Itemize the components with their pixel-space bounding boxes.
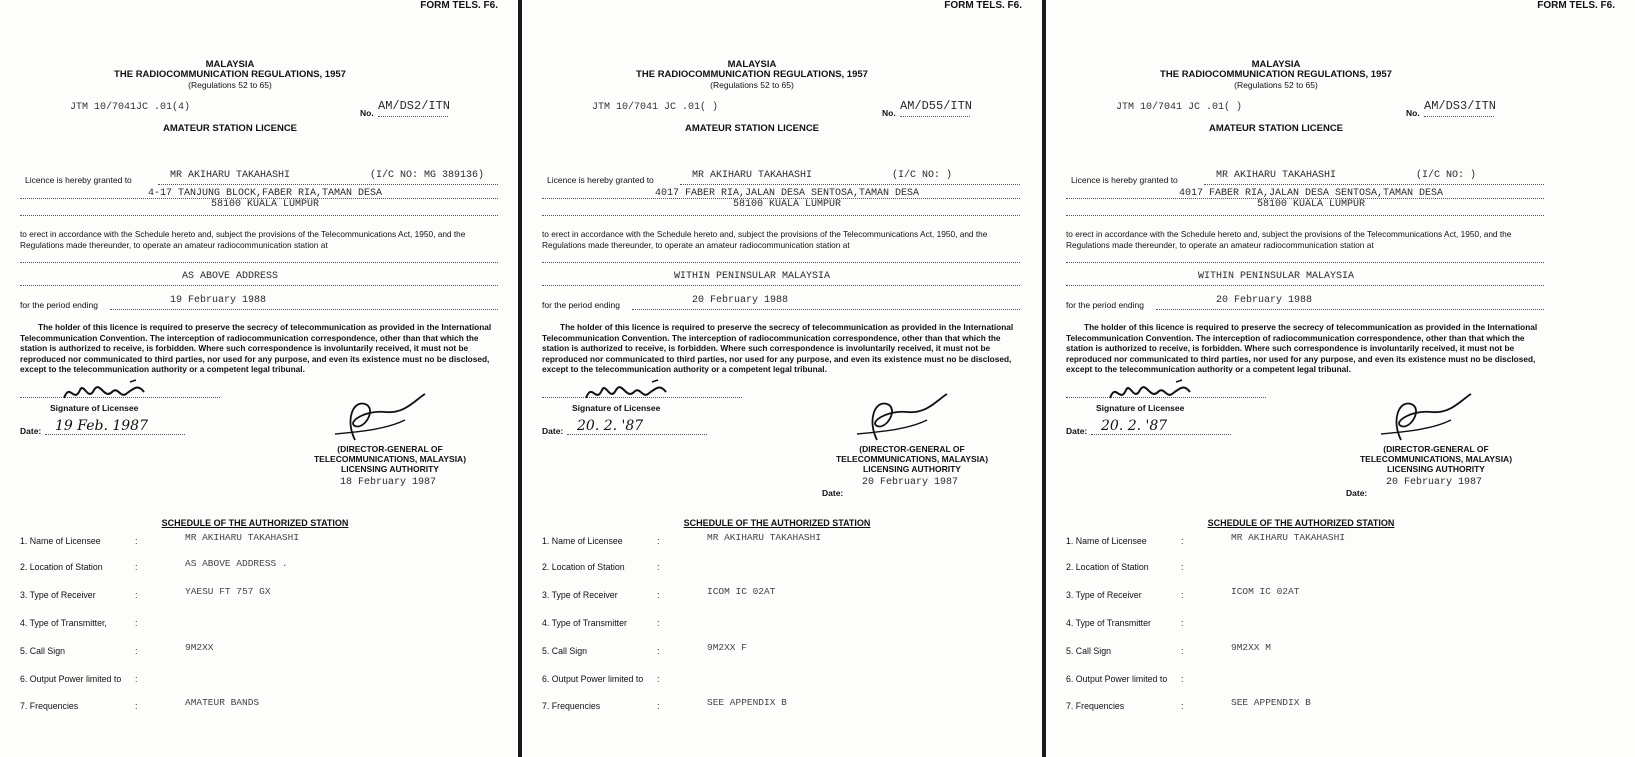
schedule-label: 3. Type of Receiver — [542, 590, 618, 600]
secrecy-clause: The holder of this licence is required to preserve the secrecy of telecommunication as provided in the International Telecommunication Convention. The interception of radiocommunication correspondence, other than that which the station is authorized to receive, is forbidden. Where such correspondence is involuntarily received, it must not be reproduced nor communicated to third parties, nor used for any purpose, and even its existence must no be disclosed, except to the telecommunication authority or a competent legal tribunal. — [542, 322, 1014, 374]
file-reference: JTM 10/7041JC .01(4) — [70, 102, 191, 113]
schedule-label: 7. Frequencies — [1066, 701, 1125, 711]
authority-line-1: (DIRECTOR-GENERAL OF — [337, 444, 443, 454]
licence-title: AMATEUR STATION LICENCE — [684, 123, 820, 134]
schedule-colon: : — [1181, 701, 1184, 711]
licence-document-3 — [1046, 0, 1635, 757]
schedule-colon: : — [657, 646, 660, 656]
schedule-label: 5. Call Sign — [1066, 646, 1111, 656]
schedule-colon: : — [135, 590, 138, 600]
schedule-label: 4. Type of Transmitter — [542, 618, 627, 628]
schedule-title: SCHEDULE OF THE AUTHORIZED STATION — [683, 518, 871, 528]
granted-label: Licence is hereby granted to — [1071, 175, 1178, 185]
regulations-heading: THE RADIOCOMMUNICATION REGULATIONS, 1957 — [114, 69, 346, 80]
director-signature — [325, 390, 435, 445]
licence-no-label: No. — [882, 108, 896, 118]
signature-label: Signature of Licensee — [50, 403, 139, 413]
licensee-date-label: Date: — [542, 426, 564, 436]
licensee-signature — [1106, 376, 1226, 406]
schedule-label: 1. Name of Licensee — [542, 536, 623, 546]
schedule-label: 1. Name of Licensee — [1066, 536, 1147, 546]
erect-clause: to erect in accordance with the Schedule hereto and, subject the provisions of the Telecommunications Act, 1950, and the Regulations made thereunder, to operate an amateur radiocommunication station at — [542, 229, 988, 250]
director-signature — [847, 390, 957, 445]
ic-number: (I/C NO: ) — [892, 170, 953, 181]
schedule-colon: : — [135, 646, 138, 656]
schedule-colon: : — [657, 590, 660, 600]
granted-label: Licence is hereby granted to — [25, 175, 132, 185]
schedule-value: ICOM IC 02AT — [707, 586, 776, 597]
schedule-colon: : — [657, 701, 660, 711]
schedule-value: MR AKIHARU TAKAHASHI — [707, 532, 822, 543]
secrecy-clause: The holder of this licence is required to preserve the secrecy of telecommunication as provided in the International Telecommunication Convention. The interception of radiocommunication correspondence, other than that which the station is authorized to receive, is forbidden. Where such correspondence is involuntarily received, it must not be reproduced nor communicated to third parties, nor used for any purpose, and even its existence must no be disclosed, except to the telecommunication authority or a competent legal tribunal. — [20, 322, 492, 374]
ic-number: (I/C NO: ) — [1416, 170, 1477, 181]
schedule-label: 2. Location of Station — [20, 562, 103, 572]
schedule-value: ICOM IC 02AT — [1231, 586, 1300, 597]
address-line-1: 4-17 TANJUNG BLOCK,FABER RIA,TAMAN DESA — [147, 188, 383, 199]
schedule-value: MR AKIHARU TAKAHASHI — [185, 532, 300, 543]
regulations-heading: THE RADIOCOMMUNICATION REGULATIONS, 1957 — [636, 69, 868, 80]
licensee-signature — [60, 376, 180, 406]
schedule-label: 5. Call Sign — [20, 646, 65, 656]
schedule-colon: : — [1181, 536, 1184, 546]
schedule-colon: : — [135, 674, 138, 684]
schedule-colon: : — [1181, 590, 1184, 600]
director-signature — [1371, 390, 1481, 445]
licence-no-label: No. — [1406, 108, 1420, 118]
authority-line-3: LICENSING AUTHORITY — [863, 464, 961, 474]
authority-line-3: LICENSING AUTHORITY — [1387, 464, 1485, 474]
address-line-1: 4017 FABER RIA,JALAN DESA SENTOSA,TAMAN DESA — [654, 188, 920, 199]
authority-date-label: Date: — [822, 488, 844, 498]
schedule-label: 1. Name of Licensee — [20, 536, 101, 546]
licensee-date: 20. 2. '87 — [577, 418, 644, 434]
schedule-label: 4. Type of Transmitter — [1066, 618, 1151, 628]
signature-label: Signature of Licensee — [572, 403, 661, 413]
authority-date: 20 February 1987 — [862, 477, 959, 488]
licence-no-label: No. — [360, 108, 374, 118]
form-code: FORM TELS. F6. — [944, 0, 1022, 11]
schedule-label: 5. Call Sign — [542, 646, 587, 656]
ic-number: (I/C NO: MG 389136) — [370, 170, 485, 181]
station-location: WITHIN PENINSULAR MALAYSIA — [673, 271, 831, 282]
period-label: for the period ending — [1066, 300, 1144, 310]
schedule-label: 4. Type of Transmitter, — [20, 618, 107, 628]
authority-line-2: TELECOMMUNICATIONS, MALAYSIA) — [1359, 454, 1513, 464]
country-heading: MALAYSIA — [1251, 59, 1301, 70]
schedule-label: 6. Output Power limited to — [542, 674, 644, 684]
schedule-label: 3. Type of Receiver — [1066, 590, 1142, 600]
schedule-value: 9M2XX M — [1231, 642, 1271, 653]
licensee-date-label: Date: — [20, 426, 42, 436]
schedule-label: 7. Frequencies — [20, 701, 79, 711]
schedule-colon: : — [135, 701, 138, 711]
licence-title: AMATEUR STATION LICENCE — [162, 123, 298, 134]
schedule-colon: : — [1181, 646, 1184, 656]
form-code: FORM TELS. F6. — [1537, 0, 1615, 11]
schedule-value: 9M2XX — [185, 642, 214, 653]
licence-number: AM/DS3/ITN — [1424, 99, 1497, 113]
secrecy-clause: The holder of this licence is required to preserve the secrecy of telecommunication as provided in the International Telecommunication Convention. The interception of radiocommunication correspondence, other than that which the station is authorized to receive, is forbidden. Where such correspondence is involuntarily received, it must not be reproduced nor communicated to third parties, nor used for any purpose, and even its existence must no be disclosed, except to the telecommunication authority or a competent legal tribunal. — [1066, 322, 1538, 374]
regulations-heading: THE RADIOCOMMUNICATION REGULATIONS, 1957 — [1160, 69, 1392, 80]
erect-clause: to erect in accordance with the Schedule hereto and, subject the provisions of the Telecommunications Act, 1950, and the Regulations made thereunder, to operate an amateur radiocommunication station at — [1066, 229, 1512, 250]
schedule-value: YAESU FT 757 GX — [185, 586, 271, 597]
regulations-reference: (Regulations 52 to 65) — [710, 80, 794, 90]
period-label: for the period ending — [20, 300, 98, 310]
address-line-2: 58100 KUALA LUMPUR — [732, 199, 842, 210]
period-label: for the period ending — [542, 300, 620, 310]
period-end: 20 February 1988 — [1216, 295, 1313, 306]
regulations-reference: (Regulations 52 to 65) — [1234, 80, 1318, 90]
address-line-2: 58100 KUALA LUMPUR — [1256, 199, 1366, 210]
licence-document-2 — [522, 0, 1042, 757]
licence-document-1 — [0, 0, 518, 757]
schedule-colon: : — [657, 562, 660, 572]
schedule-label: 2. Location of Station — [542, 562, 625, 572]
station-location: AS ABOVE ADDRESS — [181, 271, 279, 282]
schedule-colon: : — [1181, 618, 1184, 628]
authority-date: 18 February 1987 — [340, 477, 437, 488]
period-end: 20 February 1988 — [692, 295, 789, 306]
licensee-signature — [582, 376, 702, 406]
address-line-1: 4017 FABER RIA,JALAN DESA SENTOSA,TAMAN DESA — [1178, 188, 1444, 199]
schedule-label: 3. Type of Receiver — [20, 590, 96, 600]
schedule-colon: : — [135, 618, 138, 628]
address-line-2: 58100 KUALA LUMPUR — [210, 199, 320, 210]
file-reference: JTM 10/7041 JC .01( ) — [592, 102, 719, 113]
schedule-value: AS ABOVE ADDRESS . — [185, 558, 288, 569]
country-heading: MALAYSIA — [727, 59, 777, 70]
schedule-value: 9M2XX F — [707, 642, 747, 653]
authority-date: 20 February 1987 — [1386, 477, 1483, 488]
form-code: FORM TELS. F6. — [420, 0, 498, 11]
authority-line-1: (DIRECTOR-GENERAL OF — [1383, 444, 1489, 454]
licence-title: AMATEUR STATION LICENCE — [1208, 123, 1344, 134]
licensee-date: 20. 2. '87 — [1101, 418, 1168, 434]
licensee-name: MR AKIHARU TAKAHASHI — [1216, 170, 1337, 181]
schedule-colon: : — [657, 674, 660, 684]
schedule-colon: : — [1181, 562, 1184, 572]
schedule-value: MR AKIHARU TAKAHASHI — [1231, 532, 1346, 543]
licensee-name: MR AKIHARU TAKAHASHI — [170, 170, 291, 181]
licence-number: AM/D55/ITN — [900, 99, 973, 113]
schedule-value: AMATEUR BANDS — [185, 697, 260, 708]
schedule-label: 7. Frequencies — [542, 701, 601, 711]
regulations-reference: (Regulations 52 to 65) — [188, 80, 272, 90]
schedule-value: SEE APPENDIX B — [1231, 697, 1311, 708]
country-heading: MALAYSIA — [205, 59, 255, 70]
authority-line-1: (DIRECTOR-GENERAL OF — [859, 444, 965, 454]
file-reference: JTM 10/7041 JC .01( ) — [1116, 102, 1243, 113]
schedule-title: SCHEDULE OF THE AUTHORIZED STATION — [1207, 518, 1395, 528]
schedule-colon: : — [657, 536, 660, 546]
licence-number: AM/DS2/ITN — [378, 99, 451, 113]
period-end: 19 February 1988 — [170, 295, 267, 306]
schedule-colon: : — [1181, 674, 1184, 684]
schedule-label: 2. Location of Station — [1066, 562, 1149, 572]
authority-date-label: Date: — [1346, 488, 1368, 498]
schedule-colon: : — [135, 536, 138, 546]
authority-line-2: TELECOMMUNICATIONS, MALAYSIA) — [313, 454, 467, 464]
authority-line-3: LICENSING AUTHORITY — [341, 464, 439, 474]
schedule-label: 6. Output Power limited to — [20, 674, 122, 684]
licensee-name: MR AKIHARU TAKAHASHI — [692, 170, 813, 181]
schedule-colon: : — [135, 562, 138, 572]
schedule-colon: : — [657, 618, 660, 628]
station-location: WITHIN PENINSULAR MALAYSIA — [1197, 271, 1355, 282]
schedule-label: 6. Output Power limited to — [1066, 674, 1168, 684]
schedule-value: SEE APPENDIX B — [707, 697, 787, 708]
licensee-date-label: Date: — [1066, 426, 1088, 436]
signature-label: Signature of Licensee — [1096, 403, 1185, 413]
authority-line-2: TELECOMMUNICATIONS, MALAYSIA) — [835, 454, 989, 464]
erect-clause: to erect in accordance with the Schedule hereto and, subject the provisions of the Telecommunications Act, 1950, and the Regulations made thereunder, to operate an amateur radiocommunication station at — [20, 229, 466, 250]
licensee-date: 19 Feb. 1987 — [55, 418, 148, 434]
schedule-title: SCHEDULE OF THE AUTHORIZED STATION — [161, 518, 349, 528]
granted-label: Licence is hereby granted to — [547, 175, 654, 185]
